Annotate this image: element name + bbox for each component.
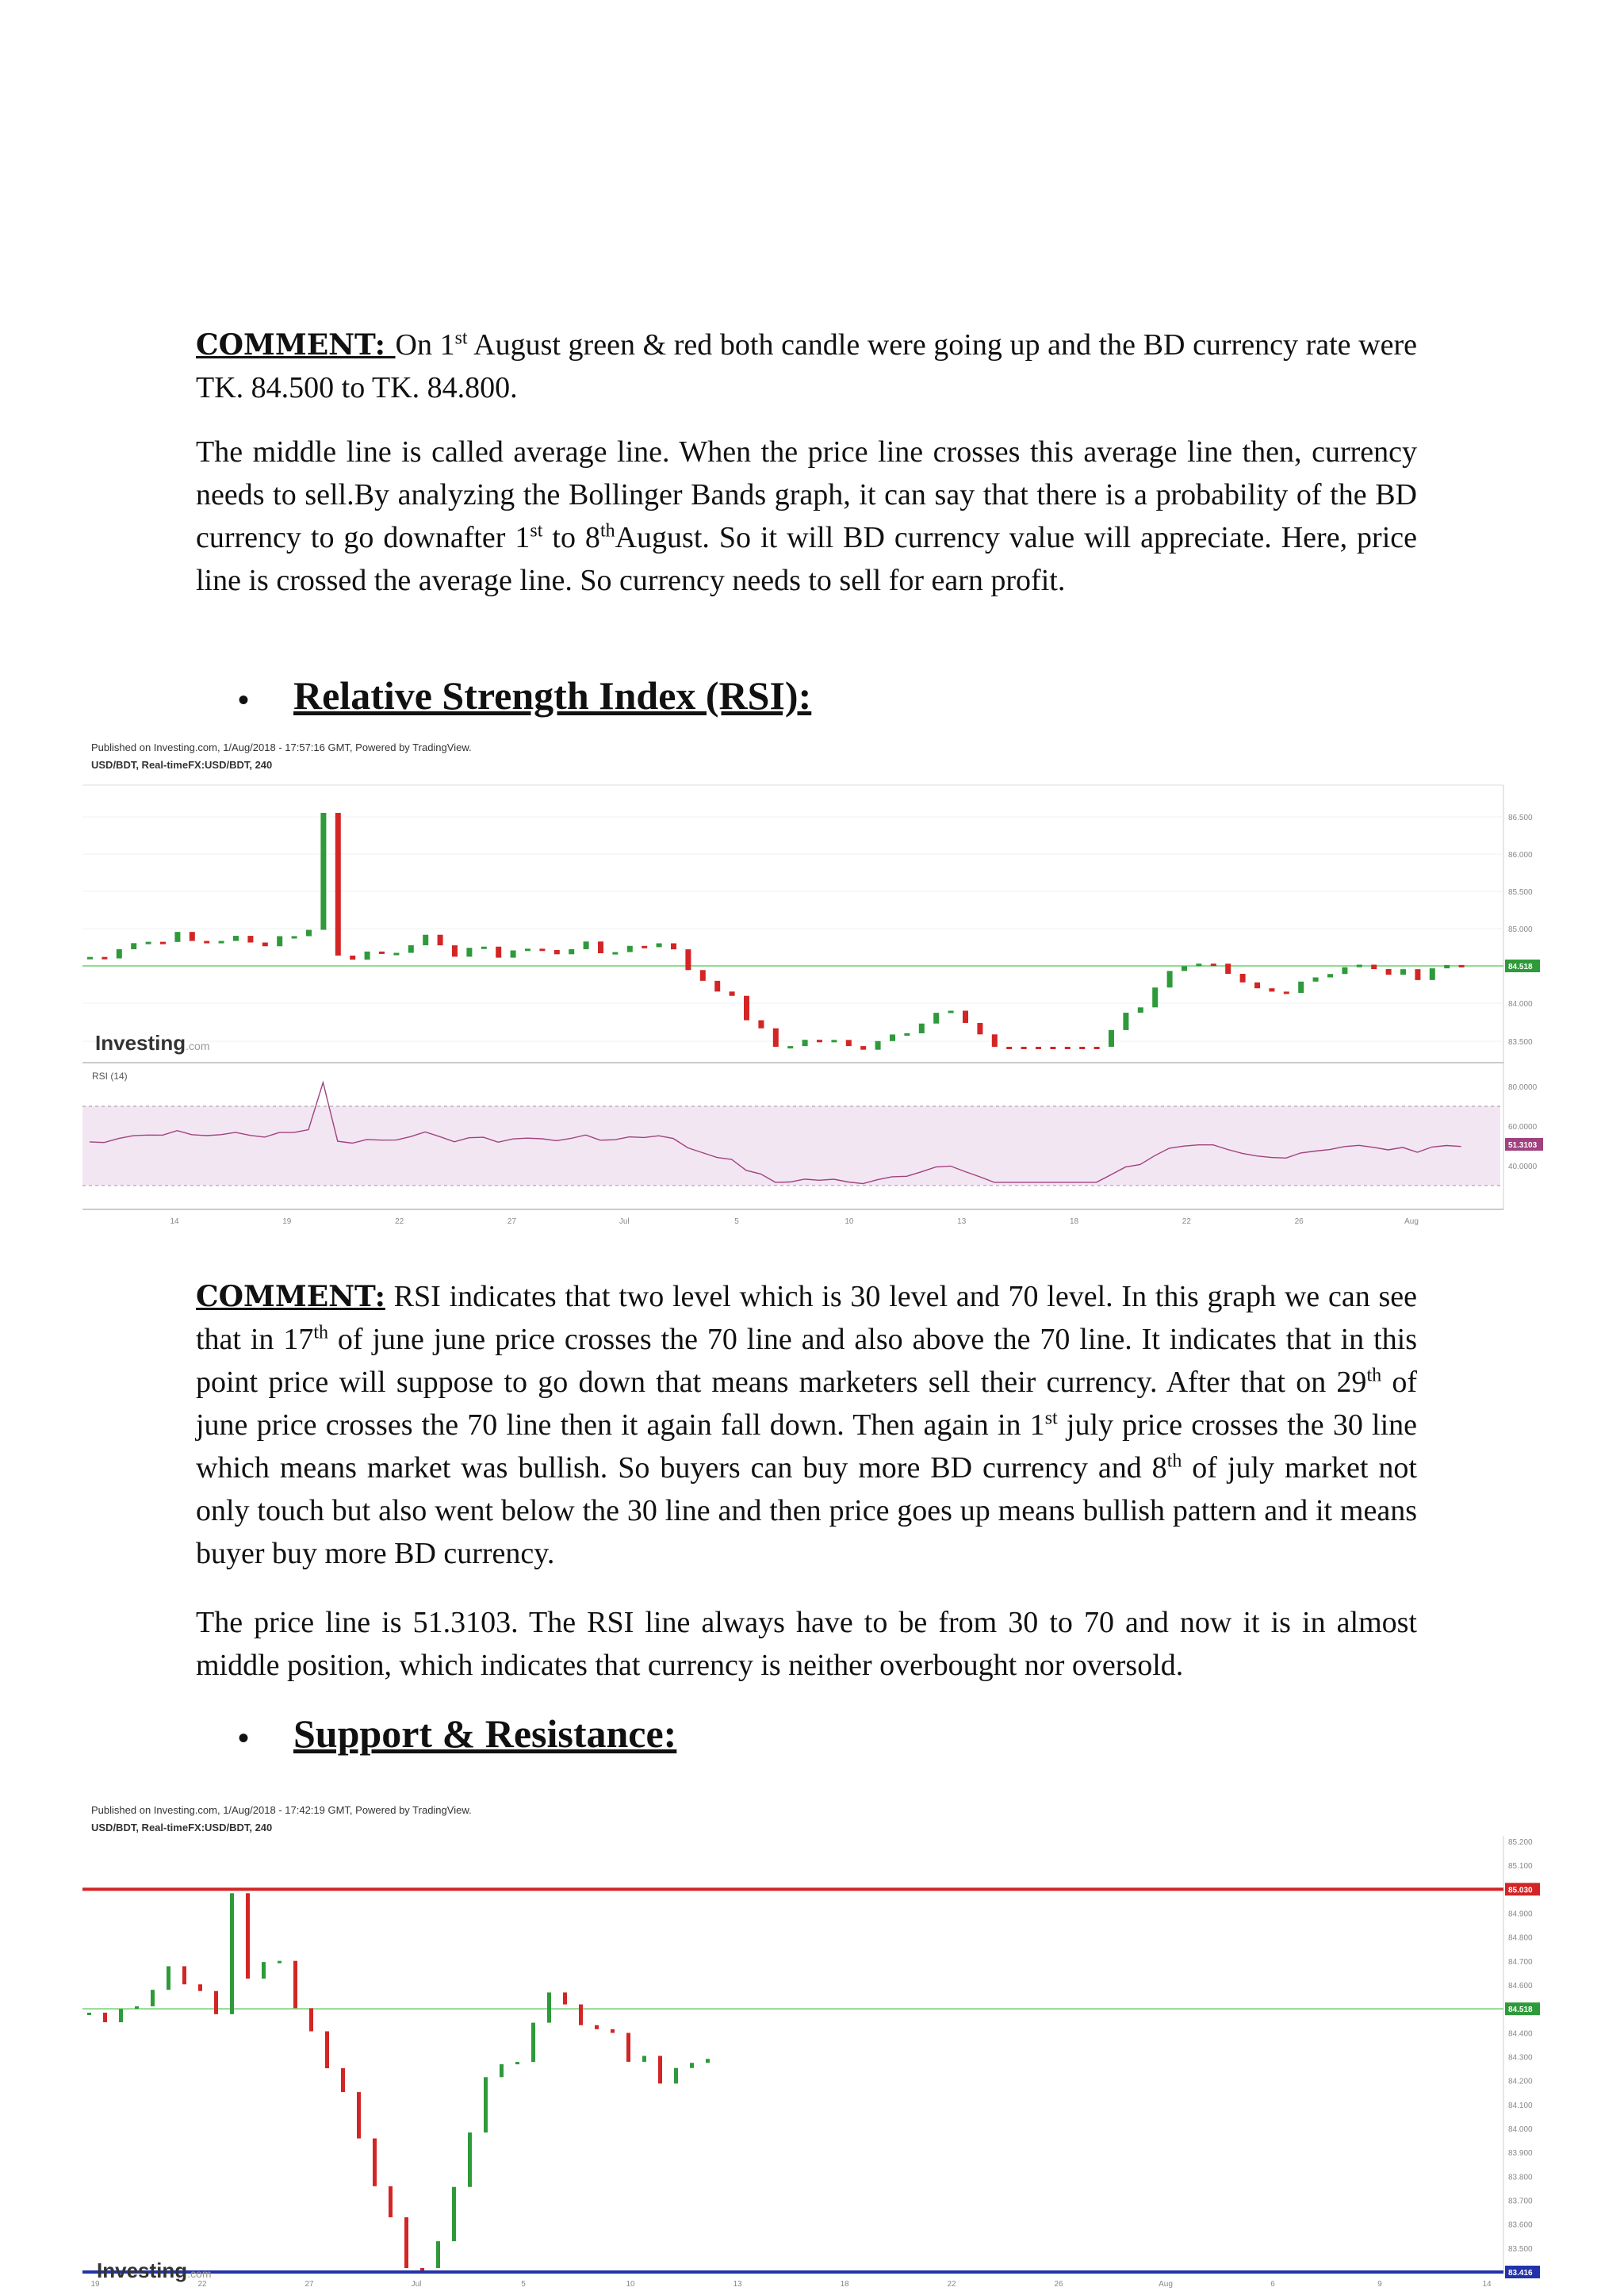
candle — [1065, 1047, 1071, 1049]
rsi-tick-label: 80.0000 — [1508, 1083, 1538, 1092]
text-run: August. So it will BD currency value will appreciate. Here, price line is crossed the average line. So currency needs to sell for earn profit. — [196, 521, 1417, 597]
candle — [87, 957, 93, 960]
candle — [1459, 965, 1465, 967]
candle — [309, 2008, 313, 2031]
superscript: st — [1044, 1408, 1058, 1429]
time-tick-label: 27 — [304, 2280, 314, 2289]
price-tick-label: 83.800 — [1508, 2173, 1533, 2182]
rsi-tick-label: 40.0000 — [1508, 1163, 1538, 1171]
candle — [1196, 964, 1201, 966]
candle — [233, 936, 239, 941]
price-tick-label: 86.000 — [1508, 851, 1533, 860]
candle — [204, 941, 209, 944]
text-run: The middle line is called average line. When the price line crosses this average line then, currency needs to sell.By analyzing the Bollinger Bands graph, it can say that there is a probability of the BD currency to go downafter 1 — [196, 435, 1417, 554]
candle — [787, 1046, 793, 1048]
candle — [277, 937, 282, 947]
candle — [146, 942, 151, 944]
candle — [1386, 969, 1392, 975]
candle — [674, 2068, 678, 2084]
price-tick-label: 84.000 — [1508, 1000, 1533, 1009]
time-tick-label: 22 — [197, 2280, 207, 2289]
candle — [1269, 988, 1274, 991]
candle — [219, 941, 224, 944]
investing-logo: Investing.com — [95, 1031, 210, 1055]
rsi-tick-label: 60.0000 — [1508, 1123, 1538, 1132]
candle — [174, 932, 180, 942]
candle — [230, 1893, 234, 2014]
candle — [1430, 968, 1435, 980]
candle — [1240, 974, 1246, 983]
candle — [1050, 1047, 1055, 1049]
candle — [584, 941, 589, 949]
comment-lead: COMMENT: — [196, 1280, 385, 1313]
candle — [306, 930, 312, 937]
candle — [393, 953, 399, 956]
price-tick-label: 83.500 — [1508, 1038, 1533, 1047]
candle — [182, 1966, 186, 1984]
candle — [919, 1024, 925, 1033]
candle — [1400, 969, 1406, 975]
superscript: th — [1166, 1450, 1182, 1472]
price-tick-label: 84.300 — [1508, 2053, 1533, 2063]
candle — [160, 942, 166, 944]
time-tick-label: 22 — [1182, 1217, 1191, 1226]
time-tick-label: 19 — [282, 1217, 292, 1226]
candle — [744, 996, 749, 1021]
time-tick-label: 14 — [170, 1217, 179, 1226]
candle — [468, 2132, 472, 2187]
candle — [119, 2009, 123, 2022]
candle — [404, 2217, 408, 2268]
time-tick-label: 6 — [1270, 2280, 1275, 2289]
time-tick-label: Jul — [619, 1217, 630, 1226]
time-tick-label: 18 — [1069, 1217, 1079, 1226]
candle — [1284, 991, 1289, 994]
support-resistance-chart-svg — [79, 1796, 1545, 2292]
candle — [1225, 964, 1231, 974]
rsi-chart-svg — [79, 734, 1545, 1233]
candle — [1313, 977, 1319, 981]
candle — [1211, 964, 1216, 966]
candle — [1079, 1047, 1085, 1049]
rsi-comment-paragraph-2: The price line is 51.3103. The RSI line always have to be from 30 to 70 and now it is in almost middle position, which indicates that currency is neither overbought nor oversold. — [196, 1606, 1417, 1682]
time-tick-label: 26 — [1054, 2280, 1063, 2289]
candle — [817, 1040, 822, 1042]
candle — [325, 2031, 329, 2068]
candle — [1371, 964, 1377, 969]
candle — [87, 2013, 91, 2015]
text-run: of june price crosses the 70 line then it again fall down. Then again in 1 — [196, 1366, 1417, 1442]
candle — [438, 935, 443, 945]
candle — [579, 2005, 583, 2025]
candle — [102, 957, 107, 960]
candle — [1342, 967, 1347, 975]
superscript: th — [1366, 1365, 1382, 1386]
superscript: st — [454, 328, 468, 349]
rsi-label: RSI (14) — [92, 1071, 128, 1082]
price-tick-label: 83.900 — [1508, 2149, 1533, 2159]
time-tick-label: Aug — [1404, 1217, 1419, 1226]
candle — [379, 952, 385, 954]
time-tick-label: 14 — [1482, 2280, 1492, 2289]
candle — [262, 943, 268, 947]
chart-symbol: USD/BDT, Real-timeFX:USD/BDT, 240 — [91, 1822, 273, 1833]
price-tick-label: 84.700 — [1508, 1957, 1533, 1967]
time-tick-label: 9 — [1377, 2280, 1382, 2289]
candle — [773, 1029, 779, 1047]
candle — [496, 947, 501, 958]
candle — [563, 1992, 567, 2004]
candle — [214, 1991, 218, 2014]
candle — [531, 2023, 535, 2062]
price-tick-label: 83.700 — [1508, 2197, 1533, 2206]
support-label: 83.416 — [1508, 2269, 1533, 2278]
text-run: RSI indicates that two level which is 30 level and 70 level. In this graph we can see that in 17 — [196, 1280, 1417, 1356]
candle — [198, 1984, 202, 1990]
price-tick-label: 85.200 — [1508, 1838, 1533, 1847]
rsi-current-label: 51.3103 — [1508, 1141, 1538, 1150]
candle — [685, 949, 691, 970]
time-tick-label: Jul — [411, 2280, 422, 2289]
text-run: of june june price crosses the 70 line and also above the 70 line. It indicates that in this point price will suppose to go down that means marketers sell their currency. After that on 29 — [196, 1323, 1417, 1399]
candle — [247, 936, 253, 942]
candle — [452, 2187, 456, 2241]
current-price-label: 84.518 — [1508, 2006, 1533, 2015]
candle — [373, 2139, 377, 2186]
candle — [420, 2268, 424, 2270]
price-tick-label: 85.500 — [1508, 888, 1533, 897]
candle — [612, 952, 618, 955]
price-tick-label: 84.000 — [1508, 2125, 1533, 2134]
candle — [569, 949, 574, 954]
rsi-comment-paragraph-1 — [196, 1275, 1417, 1575]
candle — [1254, 983, 1260, 988]
text-run: to 8 — [542, 521, 600, 554]
candle — [595, 2025, 599, 2029]
candle — [554, 950, 560, 954]
superscript: th — [313, 1322, 328, 1343]
candle — [246, 1893, 250, 1979]
candle — [515, 2062, 519, 2064]
candle — [341, 2068, 345, 2092]
support-resistance-heading — [238, 1711, 676, 1757]
candle — [1109, 1030, 1114, 1047]
superscript: st — [530, 520, 543, 542]
candle — [135, 2006, 139, 2009]
candle — [408, 945, 414, 953]
candle — [423, 935, 428, 945]
candle — [365, 952, 370, 960]
price-tick-label: 85.100 — [1508, 1862, 1533, 1872]
candle — [671, 943, 676, 949]
candle — [802, 1040, 808, 1046]
current-price-label: 84.518 — [1508, 963, 1533, 971]
candle — [948, 1011, 954, 1013]
chart-published-note: Published on Investing.com, 1/Aug/2018 - 17:57:16 GMT, Powered by TradingView. — [91, 741, 472, 753]
candle — [1444, 965, 1450, 968]
candle — [335, 813, 341, 956]
candle — [875, 1041, 881, 1050]
candle — [167, 1966, 170, 1990]
candle — [860, 1046, 866, 1050]
candle — [1094, 1047, 1100, 1049]
candle — [657, 943, 662, 947]
candle — [890, 1034, 895, 1040]
price-tick-label: 85.000 — [1508, 925, 1533, 934]
candle — [611, 2029, 615, 2033]
bullet-icon: • — [238, 1720, 250, 1757]
text-run: On 1 — [395, 328, 455, 362]
candle — [1415, 969, 1420, 980]
candle — [1167, 971, 1173, 987]
investing-logo: Investing.com — [97, 2259, 212, 2282]
candle — [642, 946, 647, 948]
candle — [278, 1961, 282, 1964]
chart-symbol: USD/BDT, Real-timeFX:USD/BDT, 240 — [91, 759, 273, 771]
candle — [714, 981, 720, 992]
price-tick-label: 84.200 — [1508, 2077, 1533, 2086]
text-run: july price crosses the 30 line which means market was bullish. So buyers can buy more BD currency and 8 — [196, 1408, 1417, 1485]
candle — [484, 2077, 488, 2132]
candle — [1357, 964, 1362, 967]
time-tick-label: Aug — [1159, 2280, 1173, 2289]
candle — [292, 936, 297, 938]
time-tick-label: 26 — [1294, 1217, 1304, 1226]
candle — [642, 2056, 646, 2061]
candle — [626, 2033, 630, 2061]
chart-published-note: Published on Investing.com, 1/Aug/2018 - 17:42:19 GMT, Powered by TradingView. — [91, 1804, 472, 1816]
time-tick-label: 13 — [733, 2280, 742, 2289]
time-tick-label: 5 — [521, 2280, 526, 2289]
candle — [500, 2064, 504, 2077]
candle — [963, 1011, 968, 1023]
candle — [846, 1040, 852, 1046]
candle — [389, 2186, 393, 2217]
candle — [831, 1040, 837, 1042]
time-tick-label: 22 — [395, 1217, 404, 1226]
candle — [1006, 1047, 1012, 1049]
candle — [627, 946, 633, 952]
candle — [977, 1023, 982, 1034]
price-tick-label: 83.600 — [1508, 2220, 1533, 2230]
candle — [539, 948, 545, 951]
superscript: th — [599, 520, 615, 542]
candle — [1182, 966, 1187, 971]
time-tick-label: 22 — [947, 2280, 956, 2289]
rsi-chart — [79, 734, 1545, 1233]
time-tick-label: 13 — [957, 1217, 967, 1226]
candle — [151, 1990, 155, 2006]
candle — [190, 932, 195, 941]
time-tick-label: 10 — [845, 1217, 854, 1226]
candle — [1021, 1047, 1027, 1049]
candle — [262, 1962, 266, 1979]
resistance-label: 85.030 — [1508, 1886, 1533, 1895]
text-run: of july market not only touch but also went below the 30 line and then price goes up means bullish pattern and it means buyer buy more BD currency. — [196, 1451, 1417, 1570]
candle — [1152, 987, 1158, 1007]
candle — [481, 947, 487, 949]
candle — [1298, 982, 1304, 993]
candle — [730, 991, 735, 995]
price-tick-label: 83.500 — [1508, 2244, 1533, 2254]
time-tick-label: 10 — [626, 2280, 635, 2289]
price-tick-label: 84.600 — [1508, 1982, 1533, 1990]
candle — [1138, 1007, 1143, 1013]
candle — [293, 1961, 297, 2009]
price-tick-label: 84.900 — [1508, 1910, 1533, 1919]
candle — [1123, 1013, 1128, 1030]
price-tick-label: 84.400 — [1508, 2029, 1533, 2039]
candle — [706, 2059, 710, 2063]
candle — [511, 950, 516, 957]
candle — [904, 1033, 910, 1036]
candle — [758, 1021, 764, 1029]
bullet-icon: • — [238, 682, 250, 718]
time-tick-label: 19 — [90, 2280, 100, 2289]
candle — [452, 945, 458, 956]
rsi-heading-text: Relative Strength Index (RSI): — [293, 673, 812, 718]
support-resistance-heading-text: Support & Resistance: — [293, 1711, 677, 1756]
bollinger-comment-paragraph-1 — [196, 324, 1417, 409]
candle — [992, 1034, 998, 1047]
candle — [658, 2056, 662, 2083]
price-tick-label: 84.100 — [1508, 2101, 1533, 2110]
candle — [933, 1013, 939, 1024]
rsi-band — [82, 1106, 1500, 1186]
time-tick-label: 27 — [507, 1217, 517, 1226]
time-tick-label: 18 — [840, 2280, 849, 2289]
candle — [690, 2063, 694, 2067]
candle — [598, 941, 603, 953]
candle — [357, 2092, 361, 2138]
candle — [320, 813, 326, 930]
candle — [466, 948, 472, 956]
rsi-heading — [238, 672, 811, 718]
candle — [103, 2013, 107, 2022]
candle — [117, 949, 122, 959]
candle — [131, 943, 136, 949]
support-resistance-chart — [79, 1796, 1545, 2292]
candle — [525, 948, 530, 951]
candle — [1327, 974, 1333, 977]
candle — [700, 970, 706, 981]
price-tick-label: 84.800 — [1508, 1933, 1533, 1943]
time-tick-label: 5 — [734, 1217, 739, 1226]
candle — [547, 1992, 551, 2022]
comment-lead: COMMENT: — [196, 328, 396, 362]
text-run: August green & red both candle were going up and the BD currency rate were TK. 84.500 to TK. 84.800. — [196, 328, 1417, 404]
price-tick-label: 86.500 — [1508, 814, 1533, 822]
candle — [1036, 1047, 1041, 1049]
bollinger-comment-paragraph-2 — [196, 431, 1417, 602]
candle — [350, 956, 355, 960]
candle — [436, 2241, 440, 2268]
